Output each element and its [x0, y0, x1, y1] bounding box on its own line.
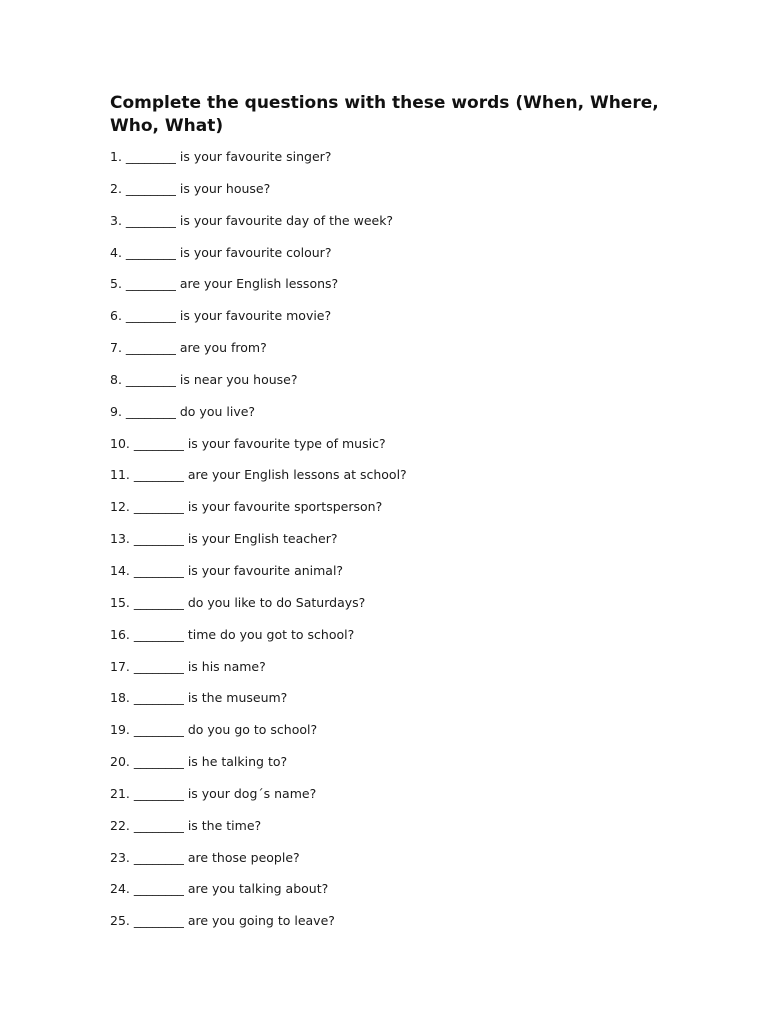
question-item: 25. ________ are you going to leave? — [110, 913, 335, 929]
question-item: 3. ________ is your favourite day of the week? — [110, 212, 394, 228]
question-item: 19. ________ do you go to school? — [110, 722, 318, 738]
question-item: 17. ________ is his name? — [110, 658, 266, 674]
question-item: 5. ________ are your English lessons? — [110, 276, 339, 292]
question-item: 12. ________ is your favourite sportsperson? — [110, 499, 383, 515]
question-item: 6. ________ is your favourite movie? — [110, 308, 332, 324]
question-item: 22. ________ is the time? — [110, 817, 262, 833]
question-item: 8. ________ is near you house? — [110, 371, 298, 387]
question-item: 4. ________ is your favourite colour? — [110, 244, 332, 260]
question-item: 20. ________ is he talking to? — [110, 754, 288, 770]
question-item: 15. ________ do you like to do Saturdays? — [110, 594, 366, 610]
question-item: 9. ________ do you live? — [110, 403, 256, 419]
question-item: 23. ________ are those people? — [110, 849, 300, 865]
question-item: 7. ________ are you from? — [110, 340, 267, 356]
question-list — [110, 146, 407, 942]
question-item: 24. ________ are you talking about? — [110, 881, 329, 897]
question-item: 1. ________ is your favourite singer? — [110, 149, 332, 164]
question-item: 16. ________ time do you got to school? — [110, 626, 355, 642]
question-item: 10. ________ is your favourite type of music? — [110, 435, 386, 451]
question-item: 14. ________ is your favourite animal? — [110, 562, 344, 578]
question-item: 21. ________ is your dog´s name? — [110, 785, 317, 801]
question-item: 18. ________ is the museum? — [110, 690, 288, 706]
question-item: 13. ________ is your English teacher? — [110, 531, 338, 547]
question-item: 2. ________ is your house? — [110, 180, 271, 196]
question-item: 11. ________ are your English lessons at school? — [110, 467, 407, 483]
worksheet-title: Complete the questions with these words (When, Where, Who, What) — [110, 93, 659, 136]
